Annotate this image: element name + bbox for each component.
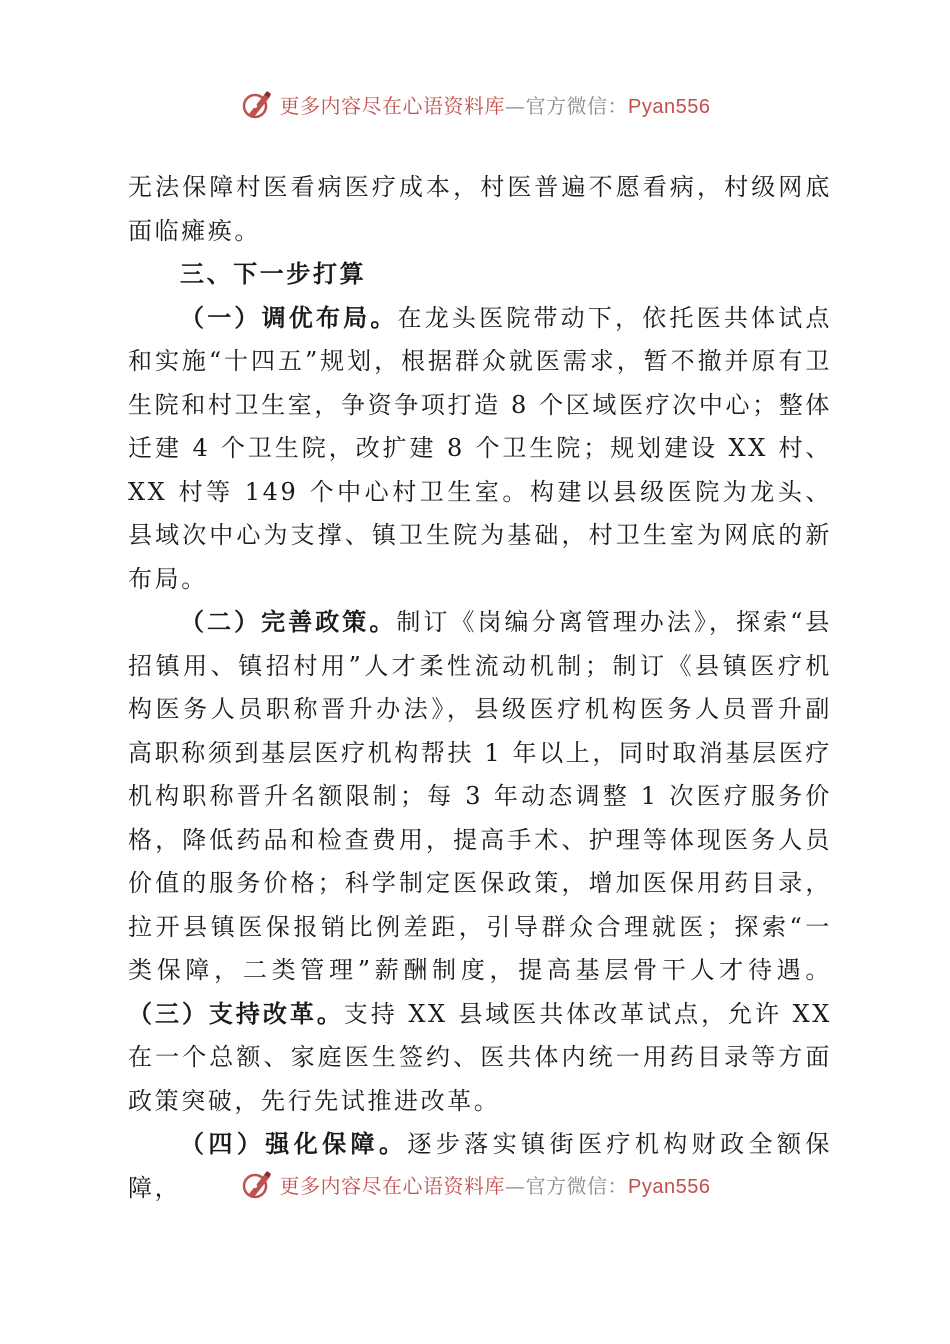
section-heading: 三、下一步打算 xyxy=(180,260,367,288)
watermark-banner-top xyxy=(0,84,950,124)
section-3-title: （三）支持改革。 xyxy=(128,999,344,1028)
watermark-text: 更多内容尽在心语资料库—官方微信：Pyan556 xyxy=(279,1173,711,1198)
pen-logo-icon xyxy=(240,87,274,121)
section-2-title: （二）完善政策。 xyxy=(180,608,397,636)
section-2-body: 制订《岗编分离管理办法》，探索“县招镇用、镇招村用”人才柔性流动机制；制订《县镇医疗机构医务人员职称晋升办法》，县级医疗机构医务人员晋升副高职称须到基层医疗机构帮扶 1 年以上，同时取消基层医疗机构职称晋升名额限制；每 3 年动态调整 1 次医疗服务价格，降低药品和检查费用，提高手术、护理等体现医务人员价值的服务价格；科学制定医保政策，增加医保用药目录，拉开县镇医保报销比例差距，引导群众合理就医；探索“一类保障，二类管理”薪酬制度，提高基层骨干人才待遇。 xyxy=(128,608,832,984)
section-3-body: 支持 XX 县域医共体改革试点，允许 XX 在一个总额、家庭医生签约、医共体内统一用药目录等方面政策突破，先行先试推进改革。 xyxy=(128,999,832,1115)
section-4-body: 逐步落实镇街医疗机构财政全额保障， xyxy=(128,1130,832,1202)
section-1-title: （一）调优布局。 xyxy=(180,303,398,332)
watermark-banner-bottom xyxy=(0,1164,950,1204)
paragraph-section-1 xyxy=(128,297,832,602)
section-1-body: 在龙头医院带动下，依托医共体试点和实施“十四五”规划，根据群众就医需求，暂不撤并原有卫生院和村卫生室，争资争项打造 8 个区域医疗次中心；整体迁建 4 个卫生院，改扩建 8 个卫生院；规划建设 XX 村、XX 村等 149 个中心村卫生室。构建以县级医院为龙头、县域次中心为支撑、镇卫生院为基础，村卫生室为网底的新布局。 xyxy=(128,303,832,593)
watermark-text: 更多内容尽在心语资料库—官方微信：Pyan556 xyxy=(279,93,711,118)
paragraph-section-2-3 xyxy=(128,601,832,1123)
paragraph-continued: 无法保障村医看病医疗成本，村医普遍不愿看病，村级网底面临瘫痪。 xyxy=(128,173,832,245)
pen-logo-icon xyxy=(240,1167,274,1201)
document-body xyxy=(128,166,832,1210)
section-4-title: （四）强化保障。 xyxy=(180,1130,408,1158)
